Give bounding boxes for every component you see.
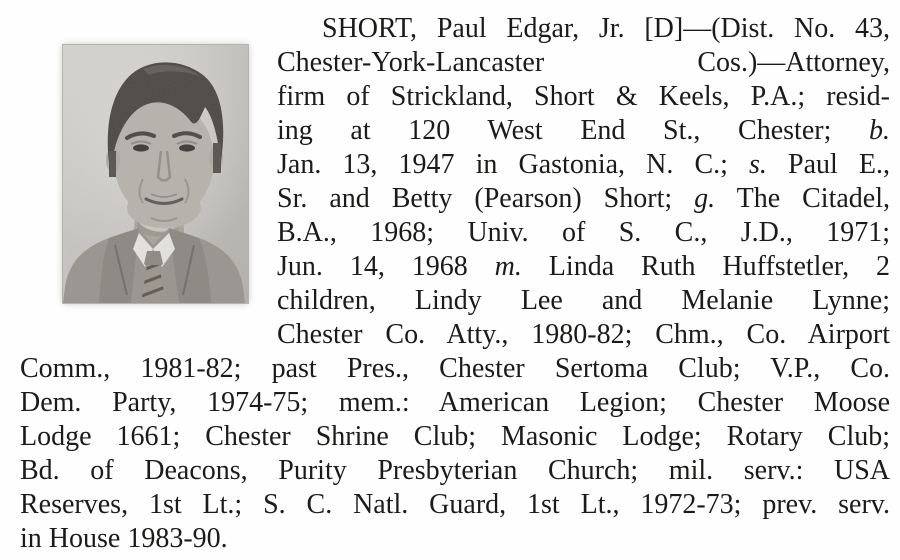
- entry-text-line: Reserves, 1st Lt.; S. C. Natl. Guard, 1st Lt., 1972-73; prev. serv.: [20, 489, 890, 520]
- entry-text-line: Lodge 1661; Chester Shrine Club; Masonic Lodge; Rotary Club;: [20, 421, 890, 452]
- portrait-illustration: [63, 45, 248, 303]
- entry-text-line: Jan. 13, 1947 in Gastonia, N. C.; s. Paul E.,: [277, 149, 891, 180]
- entry-text-line: ing at 120 West End St., Chester; b.: [277, 115, 890, 146]
- entry-text-line: SHORT, Paul Edgar, Jr. [D]—(Dist. No. 43,: [322, 13, 890, 44]
- entry-text-line: children, Lindy Lee and Melanie Lynne;: [277, 285, 890, 316]
- entry-text-line: Dem. Party, 1974-75; mem.: American Legion; Chester Moose: [20, 387, 890, 418]
- entry-text-line: Chester-York-Lancaster Cos.)—Attorney,: [277, 47, 890, 78]
- entry-text-line: Jun. 14, 1968 m. Linda Ruth Huffstetler, 2: [277, 251, 890, 282]
- entry-text-line: Comm., 1981-82; past Pres., Chester Sertoma Club; V.P., Co.: [20, 353, 890, 384]
- entry-text-line: Bd. of Deacons, Purity Presbyterian Church; mil. serv.: USA: [20, 455, 890, 486]
- entry-text-line: Chester Co. Atty., 1980-82; Chm., Co. Airport: [277, 319, 890, 350]
- entry-text-line: B.A., 1968; Univ. of S. C., J.D., 1971;: [277, 217, 890, 248]
- entry-text-line: firm of Strickland, Short & Keels, P.A.; resid-: [277, 81, 890, 112]
- entry-text-line: Sr. and Betty (Pearson) Short; g. The Citadel,: [277, 183, 890, 214]
- entry-text-line: in House 1983-90.: [20, 523, 228, 554]
- portrait-photo: [63, 45, 248, 303]
